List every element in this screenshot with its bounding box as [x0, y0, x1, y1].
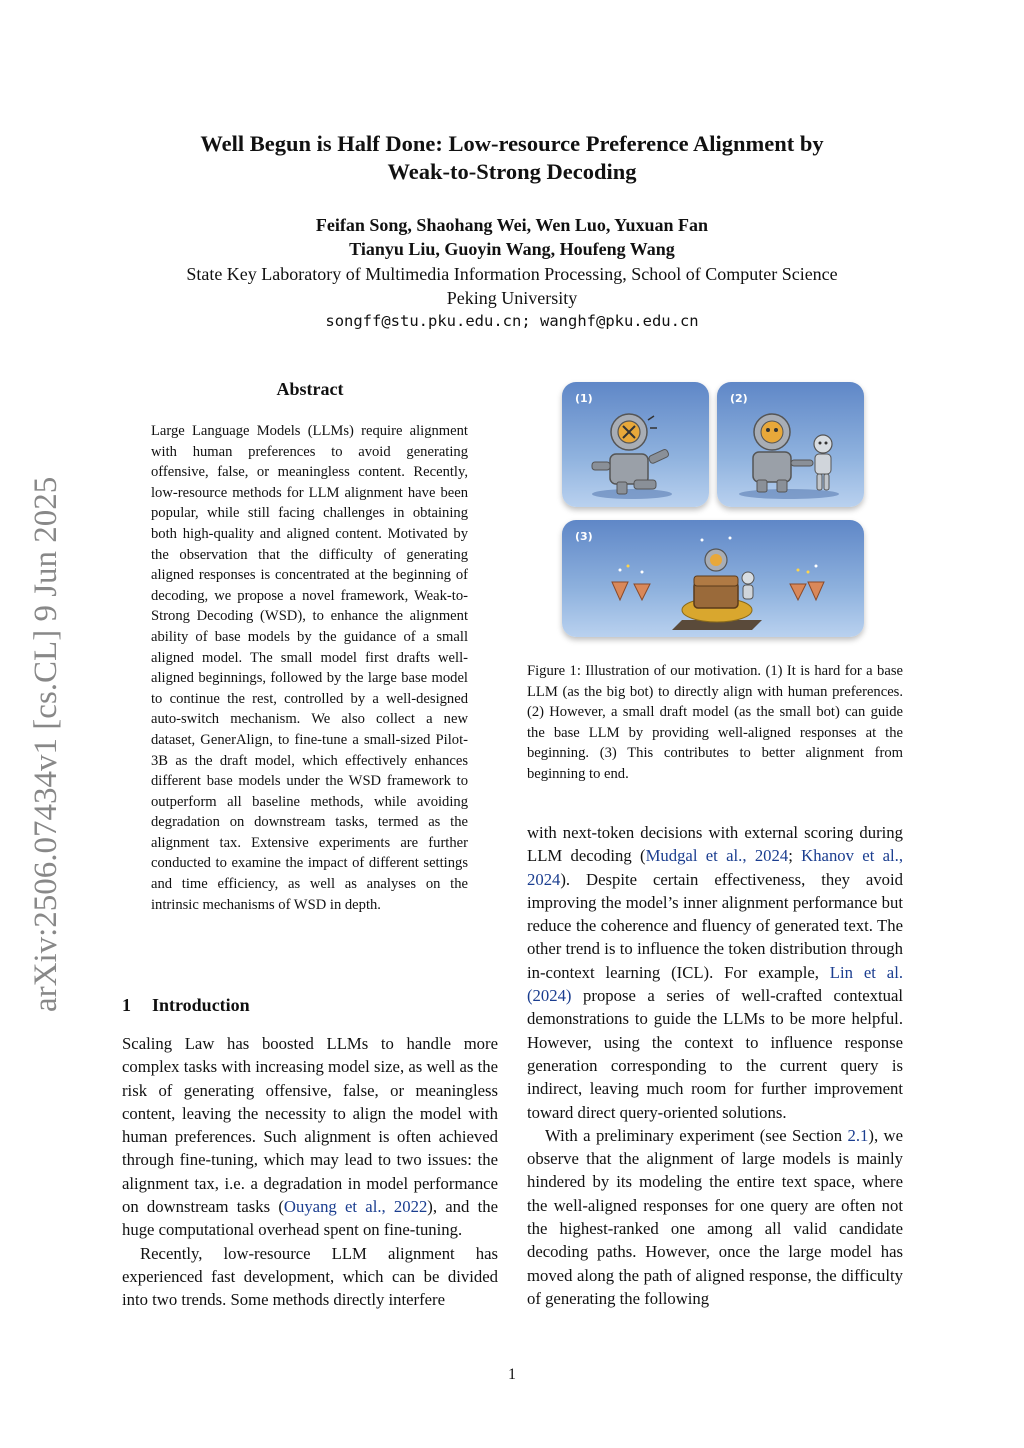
- citation-lin-2024[interactable]: Lin et al. (2024): [527, 962, 903, 1006]
- author-emails[interactable]: songff@stu.pku.edu.cn; wanghf@pku.edu.cn: [325, 312, 699, 330]
- figure-1: [560, 380, 866, 640]
- figure-1-caption: Figure 1: Illustration of our motivation. (1) It is hard for a base LLM (as the big bot) to directly align with human preferences. (2) However, a small draft model (as the small bot) can guide the base LLM by providing well-aligned responses at the beginning. (3) This contributes to better alignment from beginning to end.: [527, 663, 903, 782]
- right-paragraph-1: [527, 821, 903, 1124]
- section-number: 1: [122, 995, 131, 1015]
- section-introduction-heading: [122, 995, 250, 1016]
- intro-paragraph-1: [122, 1032, 498, 1242]
- introduction-right-column: [527, 821, 903, 1310]
- right-p1-text-b: ). Despite certain effectiveness, they avoid improving the model’s inner alignment performance but reduce the coherence and fluency of generated text. The other trend is to influence the token distribution through in-context learning (ICL). For example,: [527, 869, 903, 982]
- section-ref-2-1[interactable]: 2.1: [847, 1125, 869, 1145]
- paper-title: [112, 130, 912, 186]
- intro-p1-text-b: ), and the huge computational overhead spent on fine-tuning.: [122, 1197, 498, 1240]
- small-robot-guiding-big-robot-illustration: [717, 382, 864, 507]
- author-list: [112, 213, 912, 261]
- right-paragraph-2: [527, 1124, 903, 1310]
- intro-p1-text-a: Scaling Law has boosted LLMs to handle more complex tasks with increasing model size, as well as the risk of generating offensive, false, or meaningless content, leaving the necessity to align the model with human preferences. Such alignment is often achieved through fine-tuning, which may lead to two issues: the alignment tax, i.e. a degradation in model performance on downstream tasks (: [122, 1034, 498, 1217]
- citation-mudgal-2024[interactable]: Mudgal et al., 2024: [645, 846, 789, 866]
- section-title: Introduction: [152, 995, 250, 1015]
- figure-panel-3: [562, 520, 864, 637]
- affiliation-line-1: State Key Laboratory of Multimedia Information Processing, School of Computer Science: [186, 264, 838, 284]
- arxiv-identifier: arXiv:2506.07434v1 [cs.CL] 9 Jun 2025: [28, 476, 64, 1012]
- figure-panel-1: [562, 382, 709, 507]
- title-line-2: Weak-to-Strong Decoding: [387, 159, 637, 184]
- authors-line-2: Tianyu Liu, Guoyin Wang, Houfeng Wang: [349, 239, 675, 259]
- intro-paragraph-2: Recently, low-resource LLM alignment has experienced fast development, which can be divided into two trends. Some methods directly interfere: [122, 1243, 498, 1310]
- figure-panel-2: [717, 382, 864, 507]
- citation-separator: ;: [788, 846, 802, 866]
- affiliation-line-2: Peking University: [446, 288, 578, 308]
- page-number: 1: [508, 1366, 516, 1383]
- right-p2-text-b: ), we observe that the alignment of large models is mainly hindered by its modeling the entire text space, where the well-aligned responses for one query are often not the highest-ranked one among all valid candidate decoding paths. However, once the large model has moved along the path of aligned response, the difficulty of generating the following: [527, 1125, 904, 1308]
- panel-1-label: (1): [575, 392, 593, 405]
- big-robot-stumbling-illustration: [562, 382, 709, 507]
- right-p1-text-a: with next-token decisions with external scoring during LLM decoding (: [527, 823, 903, 866]
- panel-3-label: (3): [575, 530, 593, 543]
- right-p1-text-c: propose a series of well-crafted contextual demonstrations to guide the LLMs to be more helpful. However, using the context to influence response generation corresponding to the current query is indirect, leaving much room for further improvement toward direct query-oriented solutions.: [527, 986, 903, 1122]
- treasure-celebration-illustration: [562, 520, 864, 637]
- introduction-left-column: [122, 1032, 498, 1312]
- panel-2-label: (2): [730, 392, 748, 405]
- right-p2-text-a: With a preliminary experiment (see Section: [545, 1125, 848, 1145]
- citation-ouyang-2022[interactable]: Ouyang et al., 2022: [283, 1197, 428, 1217]
- abstract-text: Large Language Models (LLMs) require alignment with human preferences to avoid generating offensive, false, or meaningless content. Recently, low-resource methods for LLM alignment have been popular, while still facing challenges in obtaining both high-quality and aligned content. Motivated by the observation that the difficulty of generating aligned responses is concentrated at the beginning of decoding, we propose a novel framework, Weak-to-Strong Decoding (WSD), to enhance the alignment ability of base models by the guidance of a small aligned model. The small model first drafts well-aligned beginnings, followed by the large base model to continue the rest, controlled by a well-designed auto-switch mechanism. We also collect a new dataset, GenerAlign, to fine-tune a small-sized Pilot-3B as the draft model, which effectively enhances different base models under the WSD framework to outperform all baseline methods, while avoiding degradation on downstream tasks, termed as the alignment tax. Extensive experiments are further conducted to examine the impact of different settings and time efficiency, as well as analyses on the intrinsic mechanisms of WSD in depth.: [151, 423, 468, 913]
- abstract-heading: Abstract: [276, 379, 344, 399]
- citation-khanov-2024[interactable]: Khanov et al., 2024: [527, 846, 904, 889]
- affiliation: [112, 262, 912, 310]
- authors-line-1: Feifan Song, Shaohang Wei, Wen Luo, Yuxuan Fan: [315, 215, 709, 235]
- title-line-1: Well Begun is Half Done: Low-resource Preference Alignment by: [200, 131, 824, 156]
